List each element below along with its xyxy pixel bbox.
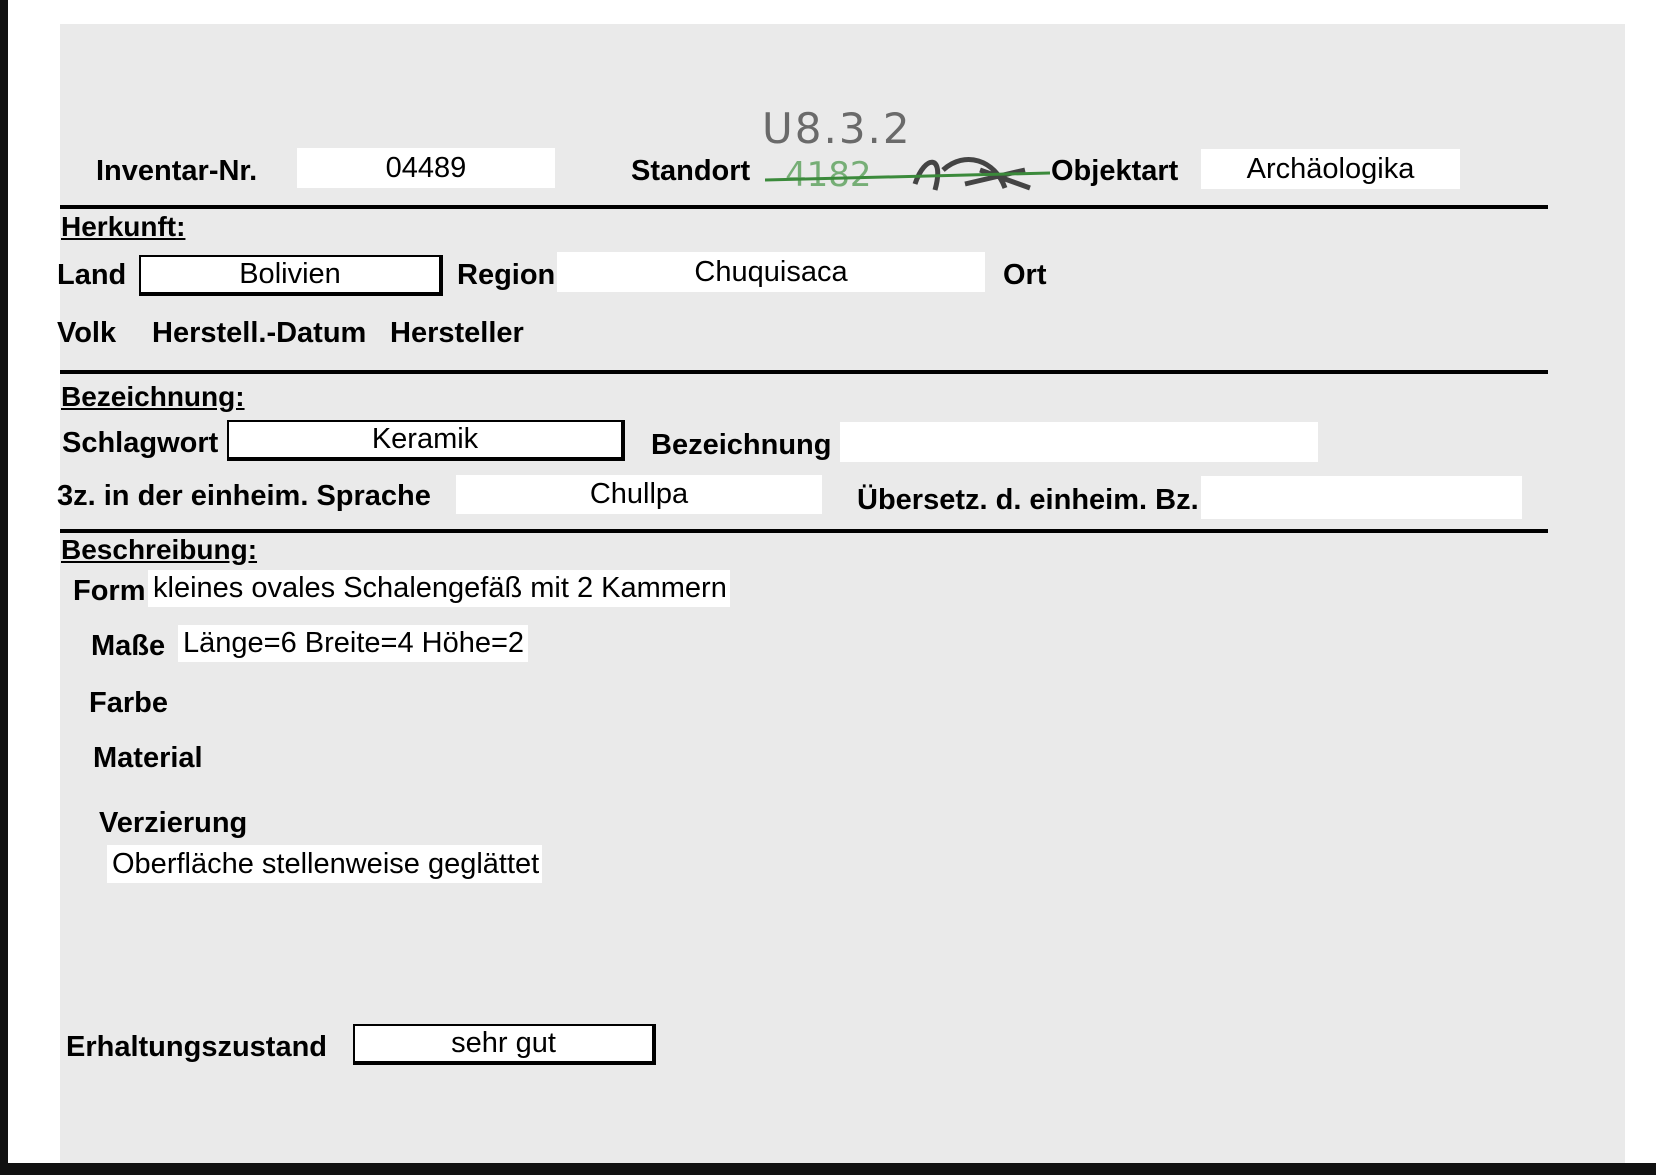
inventar-field[interactable]: 04489 [297,148,555,188]
einheim-sprache-field[interactable]: Chullpa [456,475,822,514]
schlagwort-field[interactable]: Keramik [227,420,625,461]
standort-handwritten-note: U8.3.2 [762,104,912,153]
verzierung-field[interactable]: Oberfläche stellenweise geglättet [107,845,542,883]
form-field[interactable]: kleines ovales Schalengefäß mit 2 Kammern [148,570,730,607]
masse-label: Maße [91,630,166,662]
herkunft-heading: Herkunft: [61,211,186,242]
struck-through-standort [765,140,1065,200]
inventar-label: Inventar-Nr. [96,155,258,187]
objektart-label: Objektart [1051,155,1179,187]
material-label: Material [93,742,203,774]
land-label: Land [57,259,127,291]
form-label: Form [73,575,146,607]
divider [60,370,1548,374]
region-label: Region [457,259,556,291]
schlagwort-label: Schlagwort [62,427,219,459]
objektart-field[interactable]: Archäologika [1201,149,1460,189]
verzierung-label: Verzierung [99,807,248,839]
einheim-sprache-label: 3z. in der einheim. Sprache [57,480,431,512]
farbe-label: Farbe [89,687,168,719]
herstell-datum-label: Herstell.-Datum [152,317,367,349]
erhaltungszustand-field[interactable]: sehr gut [353,1024,656,1065]
bezeichnung-field[interactable] [840,422,1318,462]
scan-edge-left [0,0,8,1175]
standort-label: Standort [631,155,751,187]
divider [60,529,1548,533]
uebersetzung-field[interactable] [1201,476,1522,519]
bezeichnung-label: Bezeichnung [651,429,832,461]
erhaltungszustand-label: Erhaltungszustand [66,1031,328,1063]
region-field[interactable]: Chuquisaca [557,252,985,292]
svg-text:4182: 4182 [785,155,872,195]
bezeichnung-heading: Bezeichnung: [61,381,245,412]
hersteller-label: Hersteller [390,317,524,349]
ort-label: Ort [1003,259,1047,291]
land-field[interactable]: Bolivien [139,255,443,296]
uebersetzung-label: Übersetz. d. einheim. Bz. [857,484,1199,516]
volk-label: Volk [57,317,117,349]
scan-edge-bottom [0,1163,1656,1175]
masse-field[interactable]: Länge=6 Breite=4 Höhe=2 [178,625,528,662]
beschreibung-heading: Beschreibung: [61,534,258,565]
divider [60,205,1548,209]
